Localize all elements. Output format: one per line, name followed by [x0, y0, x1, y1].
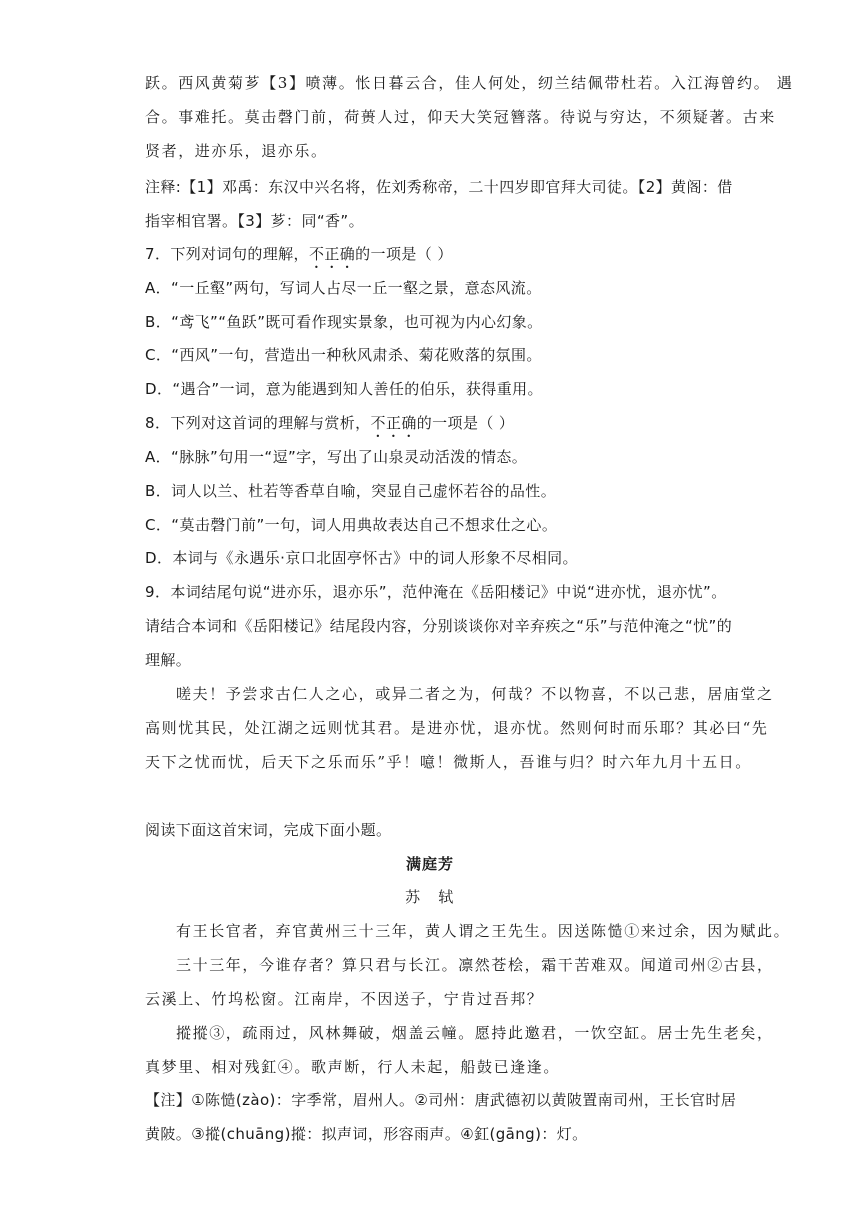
- q8-option-d: D．本词与《永遇乐·京口北固亭怀古》中的词人形象不尽相同。: [145, 549, 578, 567]
- q8-option-c: C．“莫击磬门前”一句，词人用典故表达自己不想求仕之心。: [145, 516, 558, 534]
- question-7-stem: [145, 243, 453, 272]
- question-8-stem: [145, 412, 514, 441]
- poem-title: 满庭芳: [405, 855, 454, 873]
- excerpt-line-1: 嗟夫！予尝求古仁人之心，或异二者之为，何哉？不以物喜，不以己悲，居庙堂之: [176, 685, 774, 703]
- reading-instruction: 阅读下面这首宋词，完成下面小题。: [145, 821, 392, 839]
- notes-line-2: 指宰相官署。【3】芗：同“香”。: [145, 212, 364, 230]
- question-7-stem-pre: 7．下列对词句的理解，: [145, 245, 309, 263]
- question-9-line-3: 理解。: [145, 651, 192, 669]
- question-9-line-1: 9．本词结尾句说“进亦乐，退亦乐”，范仲淹在《岳阳楼记》中说“进亦忧，退亦忧”。: [145, 583, 727, 601]
- annotation-line-2: 黄陂。③摐(chuāng)摐：拟声词，形容雨声。④釭(gāng)：灯。: [145, 1125, 588, 1143]
- stanza-2-line-1: 摐摐③，疏雨过，风林舞破，烟盖云幢。愿持此邀君，一饮空缸。居士先生老矣，: [176, 1024, 774, 1042]
- excerpt-line-3: 天下之忧而忧，后天下之乐而乐”乎！噫！微斯人，吾谁与归？时六年九月十五日。: [145, 753, 752, 771]
- stanza-2-line-2: 真梦里、相对残釭④。歌声断，行人未起，船鼓已逢逢。: [145, 1058, 561, 1076]
- question-7-stem-post: 的一项是（ ）: [355, 245, 453, 263]
- question-8-stem-pre: 8．下列对这首词的理解与赏析，: [145, 414, 371, 432]
- poem-line-1: 跃。西风黄菊芗【3】喷薄。怅日暮云合，佳人何处，纫兰结佩带杜若。入江海曾约。 遇: [145, 74, 794, 92]
- poem-preface: 有王长官者，弃官黄州三十三年，黄人谓之王先生。因送陈慥①来过余，因为赋此。: [176, 922, 791, 940]
- q7-option-d: D．“遇合”一词，意为能遇到知人善任的伯乐，获得重用。: [145, 380, 543, 398]
- annotation-line-1: 【注】①陈慥(zào)：字季常，眉州人。②司州：唐武德初以黄陂置南司州，王长官时居: [145, 1091, 737, 1109]
- q7-option-b: B．“鸢飞”“鱼跃”既可看作现实景象，也可视为内心幻象。: [145, 313, 543, 331]
- excerpt-line-2: 高则忧其民，处江湖之远则忧其君。是进亦忧，退亦忧。然则何时而乐耶？其必曰“先: [145, 719, 769, 737]
- poem-line-3: 贤者，进亦乐，退亦乐。: [145, 142, 328, 160]
- emphasis-not-correct: 不正确: [370, 414, 417, 432]
- notes-line-1: 注释:【1】邓禹：东汉中兴名将，佐刘秀称帝，二十四岁即官拜大司徒。【2】黄阁：借: [145, 178, 733, 196]
- stanza-1-line-2: 云溪上、竹坞松窗。江南岸，不因送子，宁肯过吾邦？: [145, 990, 544, 1008]
- poem-line-2: 合。事难托。莫击磬门前，荷蒉人过，仰天大笑冠簪落。待说与穷达，不须疑著。古来: [145, 108, 776, 126]
- poem-author: 苏 轼: [405, 888, 455, 906]
- stanza-1-line-1: 三十三年，今谁存者？算只君与长江。凛然苍桧，霜干苦难双。闻道司州②古县，: [176, 956, 774, 974]
- q8-option-b: B．词人以兰、杜若等香草自喻，突显自己虚怀若谷的品性。: [145, 482, 557, 500]
- q7-option-c: C．“西风”一句，营造出一种秋风肃杀、菊花败落的氛围。: [145, 346, 542, 364]
- q7-option-a: A．“一丘壑”两句，写词人占尽一丘一壑之景，意态风流。: [145, 279, 542, 297]
- emphasis-not-correct: 不正确: [308, 245, 356, 263]
- question-9-line-2: 请结合本词和《岳阳楼记》结尾段内容，分别谈谈你对辛弃疾之“乐”与范仲淹之“忧”的: [145, 617, 733, 635]
- q8-option-a: A．“脉脉”句用一“逗”字，写出了山泉灵动活泼的情态。: [145, 448, 528, 466]
- question-8-stem-post: 的一项是（ ）: [416, 414, 515, 432]
